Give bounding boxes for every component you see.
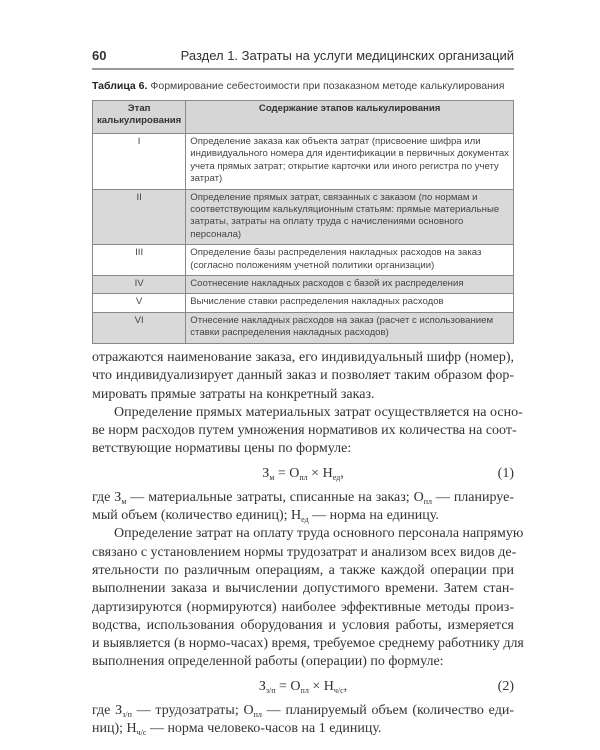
formula-subscript: пл <box>299 472 308 482</box>
body-text <box>92 349 524 738</box>
caption-label: Таблица 6. <box>92 80 148 92</box>
stage-cell: VI <box>93 312 186 343</box>
table-row <box>93 134 514 190</box>
content-cell: Отнесение накладных расходов на заказ (расчет с использованием ставки распределения накладных расходов) <box>186 312 514 343</box>
text-line: где $З_{з/п}$ — трудозатраты; $О_{пл}$ — планируемый объем (количество еди- <box>92 702 514 719</box>
text-line: мый объем (количество единиц); $Н_{ед}$ — норма на единицу. <box>92 508 439 525</box>
header-rule <box>92 68 514 70</box>
text-line: дартизируются (нормируются) наиболее эффективные методы произ- <box>92 599 514 615</box>
page-number: 60 <box>92 48 107 63</box>
text-line: водства, использования оборудования и условия работы, измеряется <box>92 617 514 633</box>
column-header-content: Содержание этапов калькулирования <box>186 101 514 134</box>
table-row <box>93 189 514 245</box>
section-title: Раздел 1. Затраты на услуги медицинских организаций <box>180 48 514 63</box>
text-line: Определение затрат на оплату труда основного персонала напрямую <box>114 526 524 542</box>
text-line: ятельности по различным операциям, а также каждой операции при <box>92 562 514 578</box>
running-header <box>92 46 514 66</box>
text-line: мировать прямые затраты на конкретный заказ. <box>92 386 375 402</box>
formula <box>92 672 514 702</box>
stage-cell: V <box>93 294 186 312</box>
content-cell: Определение базы распределения накладных расходов на заказ (согласно положениям учетной политики организации) <box>186 245 514 276</box>
content-cell: Определение прямых затрат, связанных с заказом (по нормам и соответствующим калькуляционным статьям: прямые материальные затраты, затраты на оплату труда с начислениями основного персонала) <box>186 189 514 245</box>
text-line: что индивидуализирует данный заказ и позволяет таким образом фор- <box>92 368 514 384</box>
stage-cell: III <box>93 245 186 276</box>
content-cell: Вычисление ставки распределения накладных расходов <box>186 294 514 312</box>
costing-stages-table <box>92 100 514 344</box>
text-line: где $З_м$ — материальные затраты, списанные на заказ; $О_{пл}$ — планируе- <box>92 489 514 506</box>
formula-subscript: ч/с <box>333 685 344 695</box>
stage-cell: II <box>93 189 186 245</box>
formula-subscript: з/п <box>265 685 276 695</box>
text-line: ветствующие нормативы цены по формуле: <box>92 441 352 457</box>
text-line: и выявляется (в нормо-часах) время, требуемое среднему работнику для <box>92 636 524 652</box>
formula-term: З <box>258 678 266 694</box>
table-caption <box>92 80 504 92</box>
text-line: выполнения определенной работы (операции) по формуле: <box>92 654 444 670</box>
formula-number: (2) <box>497 678 514 694</box>
column-header-stage: Этап калькулирования <box>93 101 186 134</box>
formula-term: = О <box>275 678 301 694</box>
formula-term: × Н <box>307 465 333 481</box>
text-line: Определение прямых материальных затрат осуществляется на осно- <box>114 404 523 420</box>
formula <box>92 459 514 489</box>
table-row <box>93 245 514 276</box>
text-line: связано с установлением нормы трудозатрат и анализом всех видов де- <box>92 544 517 560</box>
formula-term: × Н <box>308 678 334 694</box>
stage-cell: IV <box>93 276 186 294</box>
text-line: ниц); $Н_{ч/с}$ — норма человеко-часов на 1 единицу. <box>92 721 382 738</box>
formula-subscript: пл <box>300 685 309 695</box>
formula-subscript: м <box>269 472 275 482</box>
table-row <box>93 276 514 294</box>
caption-text: Формирование себестоимости при позаказном методе калькулирования <box>147 80 505 92</box>
formula-number: (1) <box>497 465 514 481</box>
table-row <box>93 294 514 312</box>
formula-term: = О <box>274 465 300 481</box>
formula-term: , <box>340 465 344 481</box>
text-line: выполнении заказа и вычислении допустимого времени. Затем стан- <box>92 581 514 597</box>
content-cell: Определение заказа как объекта затрат (присвоение шифра или индивидуального номера для идентификации в первичных документах учета прямых затрат; открытие карточки или иного регистра по учету затрат) <box>186 134 514 190</box>
formula-term: З <box>262 465 270 481</box>
stage-cell: I <box>93 134 186 190</box>
formula-subscript: ед <box>332 472 341 482</box>
content-cell: Соотнесение накладных расходов с базой их распределения <box>186 276 514 294</box>
table-row <box>93 312 514 343</box>
text-line: отражаются наименование заказа, его индивидуальный шифр (номер), <box>92 350 514 365</box>
text-line: ве норм расходов путем умножения нормативов их количества на соот- <box>92 423 517 439</box>
formula-term: , <box>343 678 348 694</box>
